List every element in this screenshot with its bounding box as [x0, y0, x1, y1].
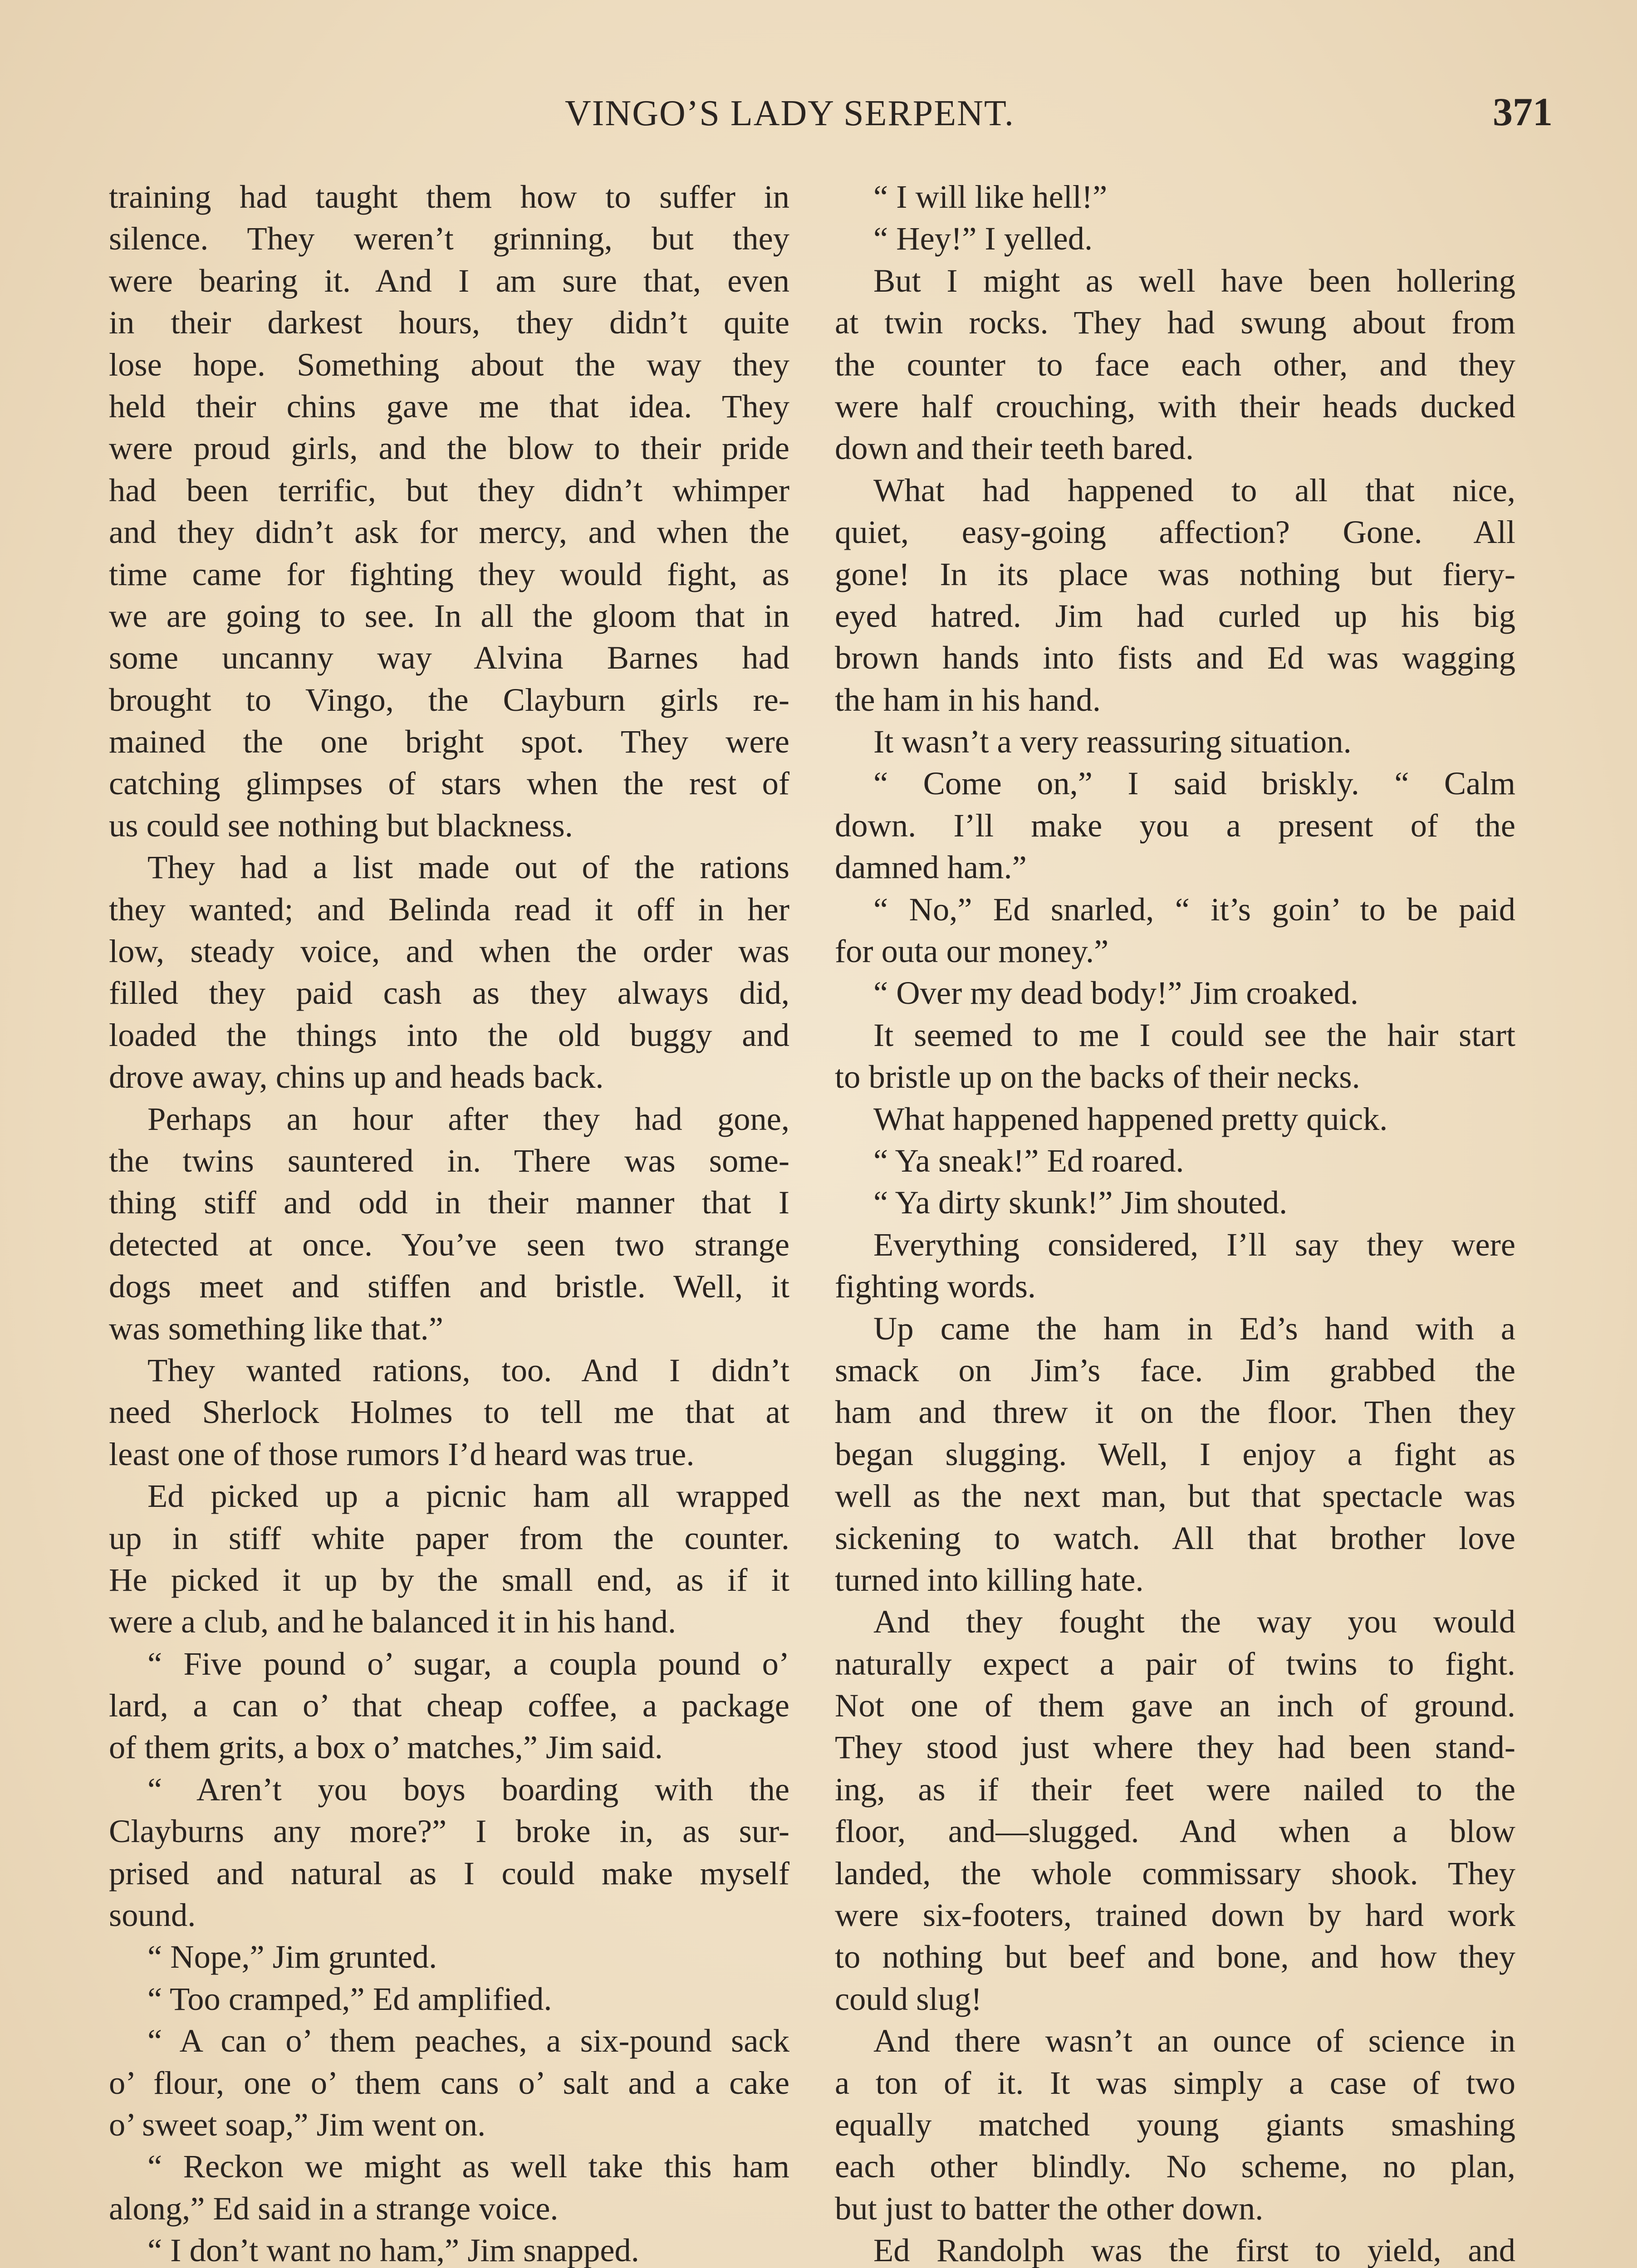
text-line: eyed hatred. Jim had curled up his big: [835, 597, 1515, 634]
text-line: “ Over my dead body!” Jim croaked.: [873, 974, 1358, 1012]
text-line: down and their teeth bared.: [835, 430, 1194, 467]
text-line: were six-footers, trained down by hard work: [835, 1897, 1515, 1934]
text-line: landed, the whole commissary shook. They: [835, 1854, 1515, 1892]
text-line: “ A can o’ them peaches, a six-pound sack: [147, 2022, 789, 2059]
text-line: Everything considered, I’ll say they were: [873, 1226, 1515, 1263]
text-line: the counter to face each other, and they: [835, 346, 1515, 383]
text-line: some uncanny way Alvina Barnes had: [109, 639, 789, 676]
text-line: they wanted; and Belinda read it off in her: [109, 890, 789, 928]
text-line: were bearing it. And I am sure that, even: [109, 262, 789, 299]
text-line: “ Nope,” Jim grunted.: [147, 1938, 437, 1975]
text-line: of them grits, a box o’ matches,” Jim said.: [109, 1729, 663, 1766]
text-line: “ Hey!” I yelled.: [873, 220, 1093, 257]
text-line: turned into killing hate.: [835, 1561, 1144, 1598]
text-line: naturally expect a pair of twins to fight.: [835, 1645, 1515, 1682]
text-line: Not one of them gave an inch of ground.: [835, 1687, 1515, 1724]
text-line: filled they paid cash as they always did,: [109, 974, 789, 1012]
text-line: down. I’ll make you a present of the: [835, 807, 1515, 844]
text-line: And there wasn’t an ounce of science in: [873, 2022, 1515, 2059]
text-line: “ Ya sneak!” Ed roared.: [873, 1142, 1184, 1179]
text-line: smack on Jim’s face. Jim grabbed the: [835, 1351, 1515, 1388]
left-text-column: [109, 176, 789, 2268]
text-line: ham and threw it on the floor. Then they: [835, 1393, 1515, 1431]
text-line: “ Ya dirty skunk!” Jim shouted.: [873, 1184, 1288, 1221]
text-line: “ Come on,” I said briskly. “ Calm: [873, 765, 1515, 802]
text-line: training had taught them how to suffer in: [109, 178, 789, 215]
text-line: They wanted rations, too. And I didn’t: [147, 1351, 789, 1388]
text-line: and they didn’t ask for mercy, and when the: [109, 513, 789, 551]
running-head: [0, 90, 1637, 147]
text-line: loaded the things into the old buggy and: [109, 1016, 789, 1053]
text-line: Up came the ham in Ed’s hand with a: [873, 1310, 1515, 1347]
text-line: each other blindly. No scheme, no plan,: [835, 2148, 1515, 2185]
text-line: detected at once. You’ve seen two strange: [109, 1226, 789, 1263]
text-line: fighting words.: [835, 1268, 1036, 1305]
text-line: What had happened to all that nice,: [873, 471, 1515, 508]
text-line: “ Reckon we might as well take this ham: [147, 2148, 789, 2185]
text-line: at twin rocks. They had swung about from: [835, 304, 1515, 341]
text-line: along,” Ed said in a strange voice.: [109, 2190, 559, 2227]
text-line: But I might as well have been hollering: [873, 262, 1515, 299]
text-line: held their chins gave me that idea. They: [109, 387, 789, 425]
text-line: could slug!: [835, 1980, 982, 2017]
text-line: thing stiff and odd in their manner that I: [109, 1184, 789, 1221]
text-line: They stood just where they had been stand-: [835, 1729, 1515, 1766]
text-line: a ton of it. It was simply a case of two: [835, 2064, 1515, 2101]
text-line: quiet, easy-going affection? Gone. All: [835, 513, 1515, 551]
text-line: the twins sauntered in. There was some-: [109, 1142, 789, 1179]
text-line: least one of those rumors I’d heard was true.: [109, 1435, 695, 1472]
text-line: floor, and—slugged. And when a blow: [835, 1813, 1515, 1850]
text-line: “ Five pound o’ sugar, a coupla pound o’: [147, 1645, 789, 1682]
text-line: “ No,” Ed snarled, “ it’s goin’ to be paid: [873, 890, 1515, 928]
text-line: prised and natural as I could make myself: [109, 1854, 789, 1892]
text-line: in their darkest hours, they didn’t quite: [109, 304, 789, 341]
text-line: ing, as if their feet were nailed to the: [835, 1770, 1515, 1808]
text-line: but just to batter the other down.: [835, 2190, 1264, 2227]
text-line: were half crouching, with their heads ducked: [835, 387, 1515, 425]
text-line: They had a list made out of the rations: [147, 849, 789, 886]
text-line: to nothing but beef and bone, and how they: [835, 1938, 1515, 1975]
page-number: 371: [1493, 90, 1553, 134]
text-line: Ed picked up a picnic ham all wrapped: [147, 1477, 789, 1515]
text-line: lard, a can o’ that cheap coffee, a package: [109, 1687, 789, 1724]
text-line: damned ham.”: [835, 849, 1027, 886]
text-line: silence. They weren’t grinning, but they: [109, 220, 789, 257]
text-line: Perhaps an hour after they had gone,: [147, 1100, 789, 1137]
text-line: What happened happened pretty quick.: [873, 1100, 1388, 1137]
text-line: He picked it up by the small end, as if it: [109, 1561, 789, 1598]
text-line: “ I will like hell!”: [873, 178, 1108, 215]
text-line: It wasn’t a very reassuring situation.: [873, 723, 1352, 760]
text-line: o’ flour, one o’ them cans o’ salt and a cake: [109, 2064, 789, 2101]
text-line: need Sherlock Holmes to tell me that at: [109, 1393, 789, 1431]
text-line: mained the one bright spot. They were: [109, 723, 789, 760]
text-line: brought to Vingo, the Clayburn girls re-: [109, 681, 789, 718]
text-line: “ Too cramped,” Ed amplified.: [147, 1980, 552, 2017]
text-line: were proud girls, and the blow to their pride: [109, 430, 789, 467]
text-line: It seemed to me I could see the hair start: [873, 1016, 1515, 1053]
text-line: Clayburns any more?” I broke in, as sur-: [109, 1813, 789, 1850]
text-line: well as the next man, but that spectacle was: [835, 1477, 1515, 1515]
text-line: brown hands into fists and Ed was wagging: [835, 639, 1515, 676]
text-line: catching glimpses of stars when the rest of: [109, 765, 789, 802]
text-line: to bristle up on the backs of their necks.: [835, 1058, 1360, 1095]
text-line: sound.: [109, 1897, 196, 1934]
text-line: for outa our money.”: [835, 933, 1109, 970]
text-line: low, steady voice, and when the order was: [109, 933, 789, 970]
text-line: us could see nothing but blackness.: [109, 807, 573, 844]
text-line: “ Aren’t you boys boarding with the: [147, 1770, 789, 1808]
text-line: equally matched young giants smashing: [835, 2106, 1515, 2143]
text-line: we are going to see. In all the gloom that in: [109, 597, 789, 634]
text-line: time came for fighting they would fight, as: [109, 555, 789, 592]
text-line: was something like that.”: [109, 1310, 443, 1347]
text-line: began slugging. Well, I enjoy a fight as: [835, 1435, 1515, 1472]
text-line: the ham in his hand.: [835, 681, 1101, 718]
text-line: up in stiff white paper from the counter.: [109, 1519, 789, 1556]
text-line: gone! In its place was nothing but fiery-: [835, 555, 1515, 592]
text-line: were a club, and he balanced it in his hand.: [109, 1603, 676, 1640]
text-line: o’ sweet soap,” Jim went on.: [109, 2106, 486, 2143]
text-line: And they fought the way you would: [873, 1603, 1515, 1640]
right-text-column: [835, 176, 1515, 2268]
text-line: had been terrific, but they didn’t whimper: [109, 471, 789, 508]
text-line: “ I don’t want no ham,” Jim snapped.: [147, 2232, 639, 2268]
text-line: lose hope. Something about the way they: [109, 346, 789, 383]
text-line: sickening to watch. All that brother love: [835, 1519, 1515, 1556]
text-line: drove away, chins up and heads back.: [109, 1058, 604, 1095]
text-line: Ed Randolph was the first to yield, and: [873, 2232, 1515, 2268]
text-line: dogs meet and stiffen and bristle. Well, it: [109, 1268, 789, 1305]
running-title: VINGO’S LADY SERPENT.: [565, 93, 1015, 133]
